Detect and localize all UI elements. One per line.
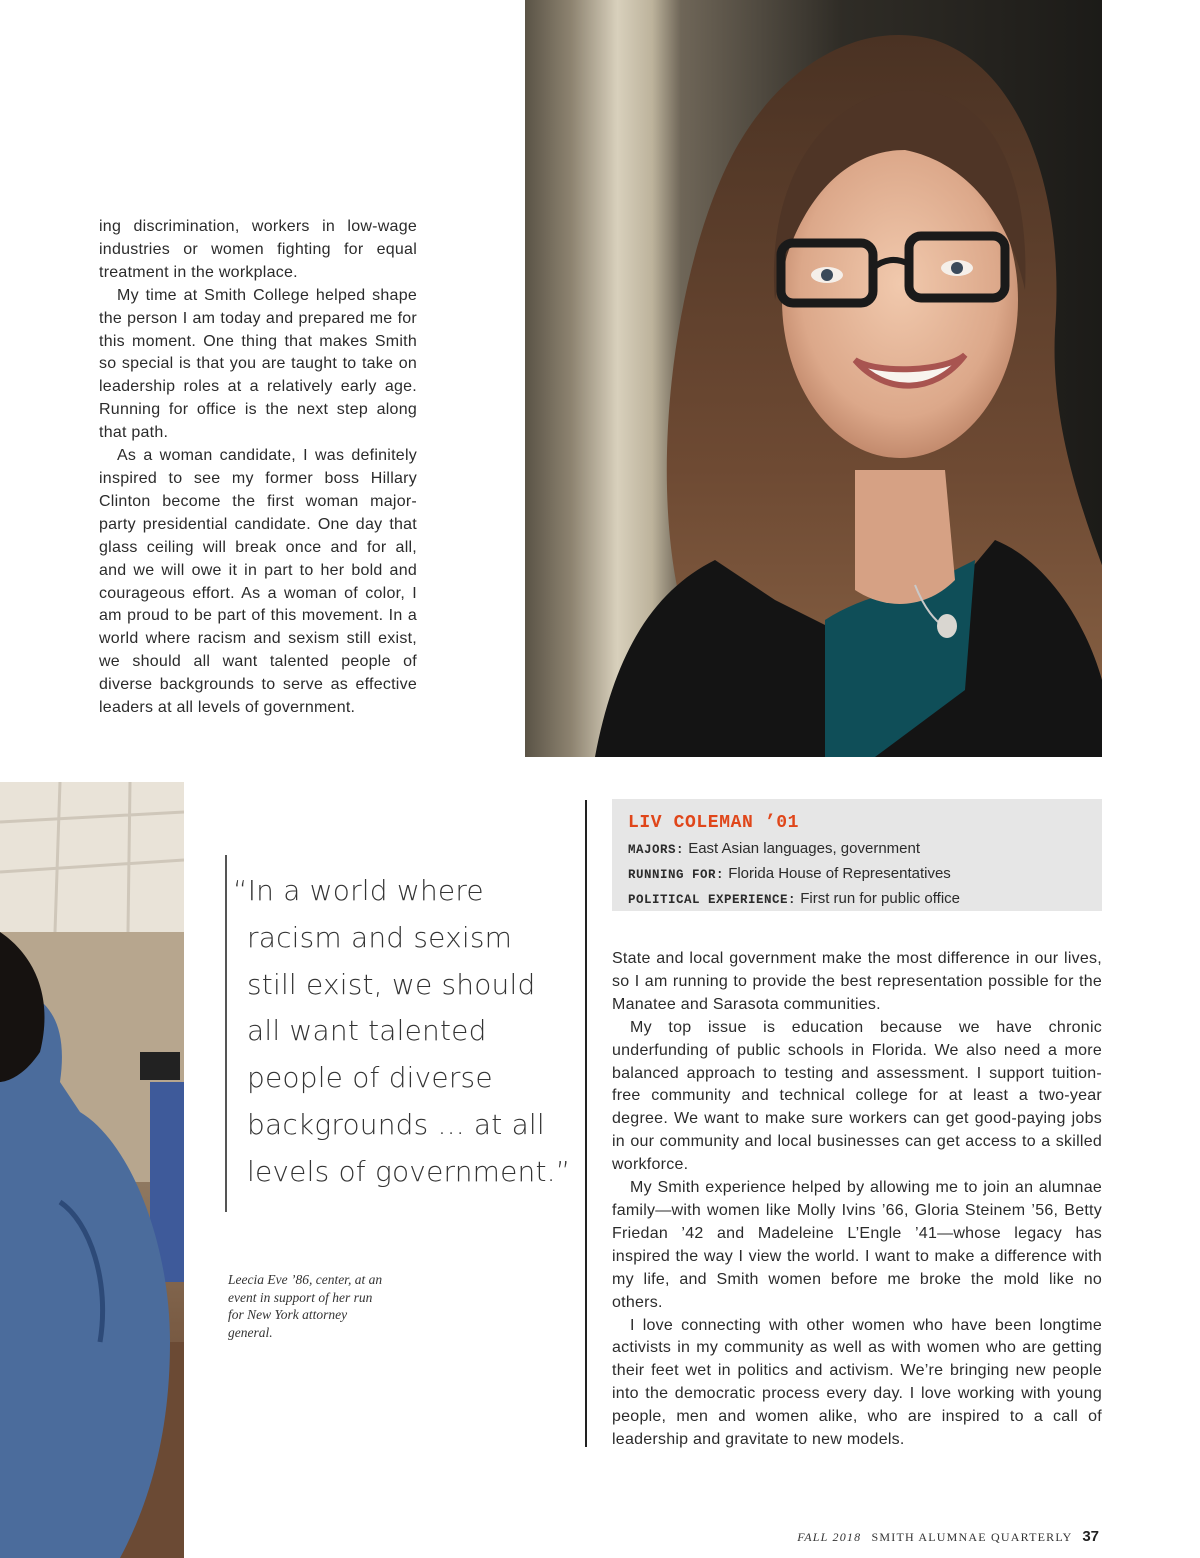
right-paragraph: My Smith experience helped by allowing me to join an alumnae family—with women like Molly Ivins ’66, Gloria Steinem ’56, Betty Friedan ’42 and Madeleine L’Engle ’41—whose legacy has inspired the way I view the world. I want to make a difference with my life, and Smith women before me broke the mold like no others. bbox=[612, 1179, 1102, 1311]
event-illustration bbox=[0, 782, 184, 1558]
pull-quote-line: racism and sexism bbox=[247, 920, 513, 954]
event-photo bbox=[0, 782, 184, 1558]
candidate-info-box bbox=[612, 799, 1102, 911]
majors-value: East Asian languages, government bbox=[688, 840, 921, 857]
left-paragraph: My time at Smith College helped shape the person I am today and prepared me for this moment. One thing that makes Smith so special is that you are taught to take on leadership roles at a relatively early age. Running for office is the next step along that path. bbox=[99, 286, 417, 442]
experience-value: First run for public office bbox=[800, 890, 960, 907]
issue-label: FALL 2018 bbox=[797, 1530, 862, 1544]
pull-quote bbox=[233, 868, 571, 1196]
experience-row bbox=[628, 887, 1086, 912]
pull-quote-line: backgrounds ... at all bbox=[247, 1107, 545, 1141]
running-for-row bbox=[628, 862, 1086, 887]
left-paragraph: As a woman candidate, I was definitely inspired to see my former boss Hillary Clinton become the first woman major-party presidential candidate. One day that glass ceiling will break once and for all, and we will owe it in part to her bold and courageous effort. As a woman of color, I am proud to be part of this movement. In a world where racism and sexism still exist, we should all want talented people of diverse backgrounds to serve as effective leaders at all levels of government. bbox=[99, 447, 417, 717]
left-text-column bbox=[99, 216, 417, 720]
candidate-name: LIV COLEMAN ’01 bbox=[628, 813, 800, 833]
majors-row bbox=[628, 837, 1086, 862]
pull-quote-line: still exist, we should bbox=[247, 967, 536, 1001]
column-divider bbox=[585, 800, 587, 1447]
pull-quote-rule bbox=[225, 855, 227, 1212]
left-paragraph: ing discrimination, workers in low-wage industries or women fighting for equal treatment in the workplace. bbox=[99, 218, 417, 281]
experience-label: POLITICAL EXPERIENCE: bbox=[628, 893, 797, 907]
running-for-value: Florida House of Representatives bbox=[728, 865, 951, 882]
right-paragraph: I love connecting with other women who have been longtime activists in my community as well as with women who are getting their feet wet in politics and activism. We’re bringing new people into the democratic process every day. I love working with young people, men and women alike, who are inspired to a call of leadership and gravitate to new models. bbox=[612, 1316, 1102, 1449]
right-paragraph: State and local government make the most difference in our lives, so I am running to provide the best representation possible for the Manatee and Sarasota communities. bbox=[612, 950, 1102, 1013]
pull-quote-line: all want talented bbox=[247, 1014, 487, 1048]
publication-name: SMITH ALUMNAE QUARTERLY bbox=[871, 1530, 1073, 1544]
page-number: 37 bbox=[1082, 1528, 1099, 1545]
right-paragraph: My top issue is education because we have chronic underfunding of public schools in Florida. We also need a more balanced approach to testing and assessment. I support tuition-free community and technical college for at least a two-year degree. We want to make sure workers can get good-paying jobs in our community and local businesses can get access to a skilled workforce. bbox=[612, 1018, 1102, 1174]
pull-quote-line: levels of government.” bbox=[247, 1154, 571, 1188]
portrait-illustration bbox=[525, 0, 1102, 757]
majors-label: MAJORS: bbox=[628, 843, 685, 857]
pull-quote-line: people of diverse bbox=[247, 1061, 493, 1095]
page-footer bbox=[797, 1528, 1099, 1545]
right-text-column bbox=[612, 948, 1102, 1452]
portrait-photo bbox=[525, 0, 1102, 757]
running-for-label: RUNNING FOR: bbox=[628, 868, 725, 882]
photo-caption: Leecia Eve ’86, center, at an event in support of her run for New York attorney general. bbox=[228, 1272, 383, 1340]
pull-quote-line: “In a world where bbox=[233, 874, 484, 907]
